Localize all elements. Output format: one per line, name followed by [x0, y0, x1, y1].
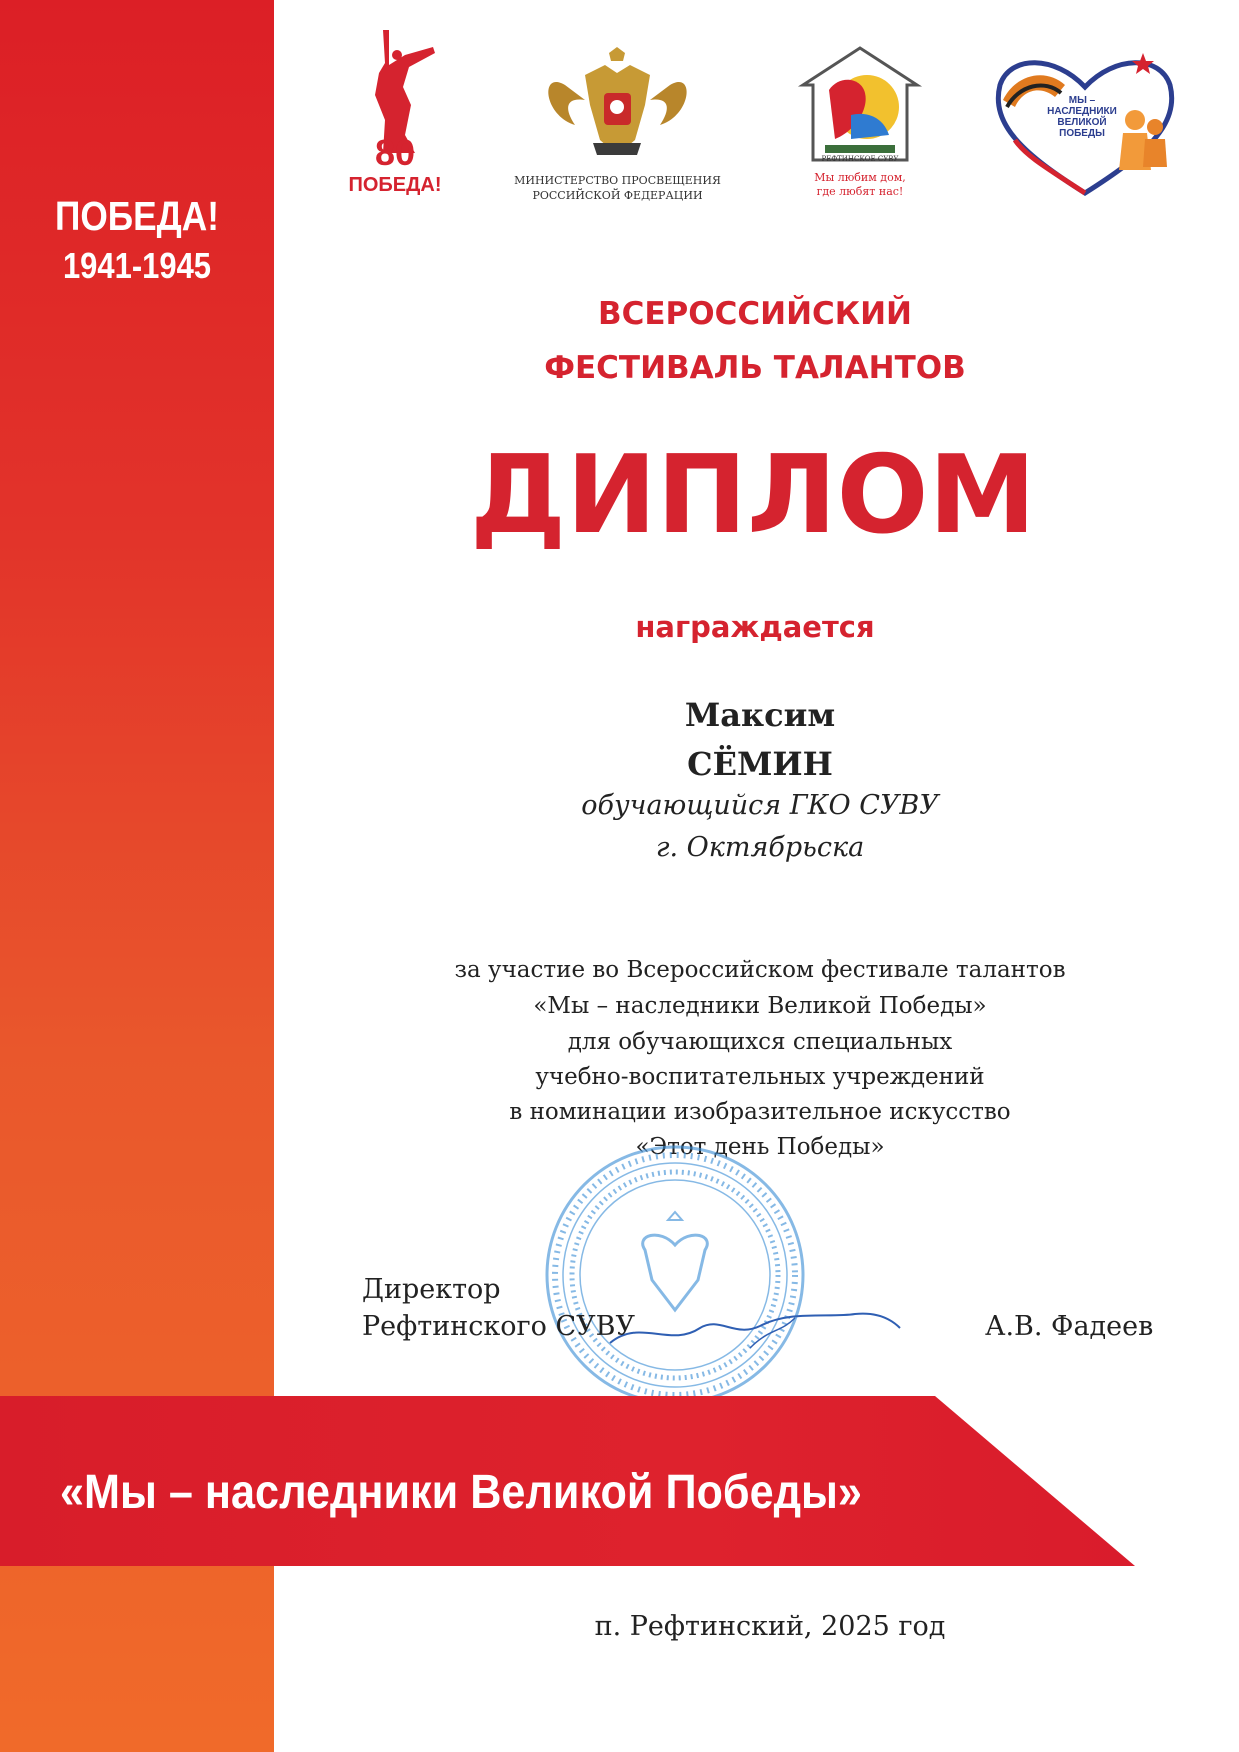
ministry-caption-line1: МИНИСТЕРСТВО ПРОСВЕЩЕНИЯ	[514, 174, 721, 187]
heirs-line3: ВЕЛИКОЙ	[1057, 117, 1107, 128]
banner-slogan: «Мы – наследники Великой Победы»	[60, 1466, 862, 1519]
refta-motto-line2: где любят нас!	[816, 185, 904, 198]
festival-title-line1: ВСЕРОССИЙСКИЙ	[598, 296, 912, 332]
victory-80-logo	[345, 25, 445, 205]
ministry-logo	[505, 45, 730, 205]
heirs-line2: НАСЛЕДНИКИ	[1047, 106, 1117, 117]
recipient-first-name: Максим	[684, 696, 836, 734]
reason-line-1: за участие во Всероссийском фестивале талантов	[454, 957, 1066, 983]
reason-line-3: для обучающихся специальных	[567, 1029, 953, 1055]
round-seal-icon	[540, 1140, 810, 1410]
festival-title-line2: ФЕСТИВАЛЬ ТАЛАНТОВ	[544, 350, 966, 386]
victory-80-word: ПОБЕДА!	[348, 174, 442, 196]
house-logo-icon	[795, 45, 925, 165]
signer-position-line2: Рефтинского СУВУ	[362, 1311, 635, 1342]
diploma-title: ДИПЛОМ	[470, 433, 1036, 558]
heirs-line4: ПОБЕДЫ	[1059, 128, 1105, 139]
signer-name: А.В. Фадеев	[985, 1311, 1154, 1342]
reason-line-4: учебно-воспитательных учреждений	[535, 1064, 985, 1090]
official-stamp	[540, 1140, 810, 1410]
recipient-last-name: СЁМИН	[687, 745, 833, 783]
heirs-of-victory-logo	[985, 45, 1185, 200]
reason-line-2: «Мы – наследники Великой Победы»	[533, 993, 987, 1019]
reason-line-5: в номинации изобразительное искусство	[509, 1099, 1011, 1125]
signer-position-line1: Директор	[362, 1274, 501, 1305]
reason-line-6: «Этот день Победы»	[635, 1134, 885, 1160]
recipient-status: обучающийся ГКО СУВУ	[581, 790, 939, 821]
refta-inscription: РЕФТИНСКОЕ СУВУ	[821, 155, 899, 163]
place-and-year: п. Рефтинский, 2025 год	[594, 1611, 946, 1642]
handwritten-signature	[600, 1288, 920, 1368]
recipient-city: г. Октябрьска	[655, 832, 865, 863]
double-headed-eagle-icon	[505, 45, 730, 165]
awarded-label: награждается	[635, 610, 875, 644]
ministry-caption-line2: РОССИЙСКОЙ ФЕДЕРАЦИИ	[532, 189, 703, 202]
heirs-line1: МЫ –	[1068, 95, 1096, 106]
refta-motto-line1: Мы любим дом,	[814, 171, 906, 184]
side-band-years: 1941-1945	[62, 245, 212, 286]
refta-suvu-logo	[795, 45, 925, 205]
side-band-title: ПОБЕДА!	[55, 193, 219, 239]
victory-80-number: 80	[374, 132, 416, 173]
